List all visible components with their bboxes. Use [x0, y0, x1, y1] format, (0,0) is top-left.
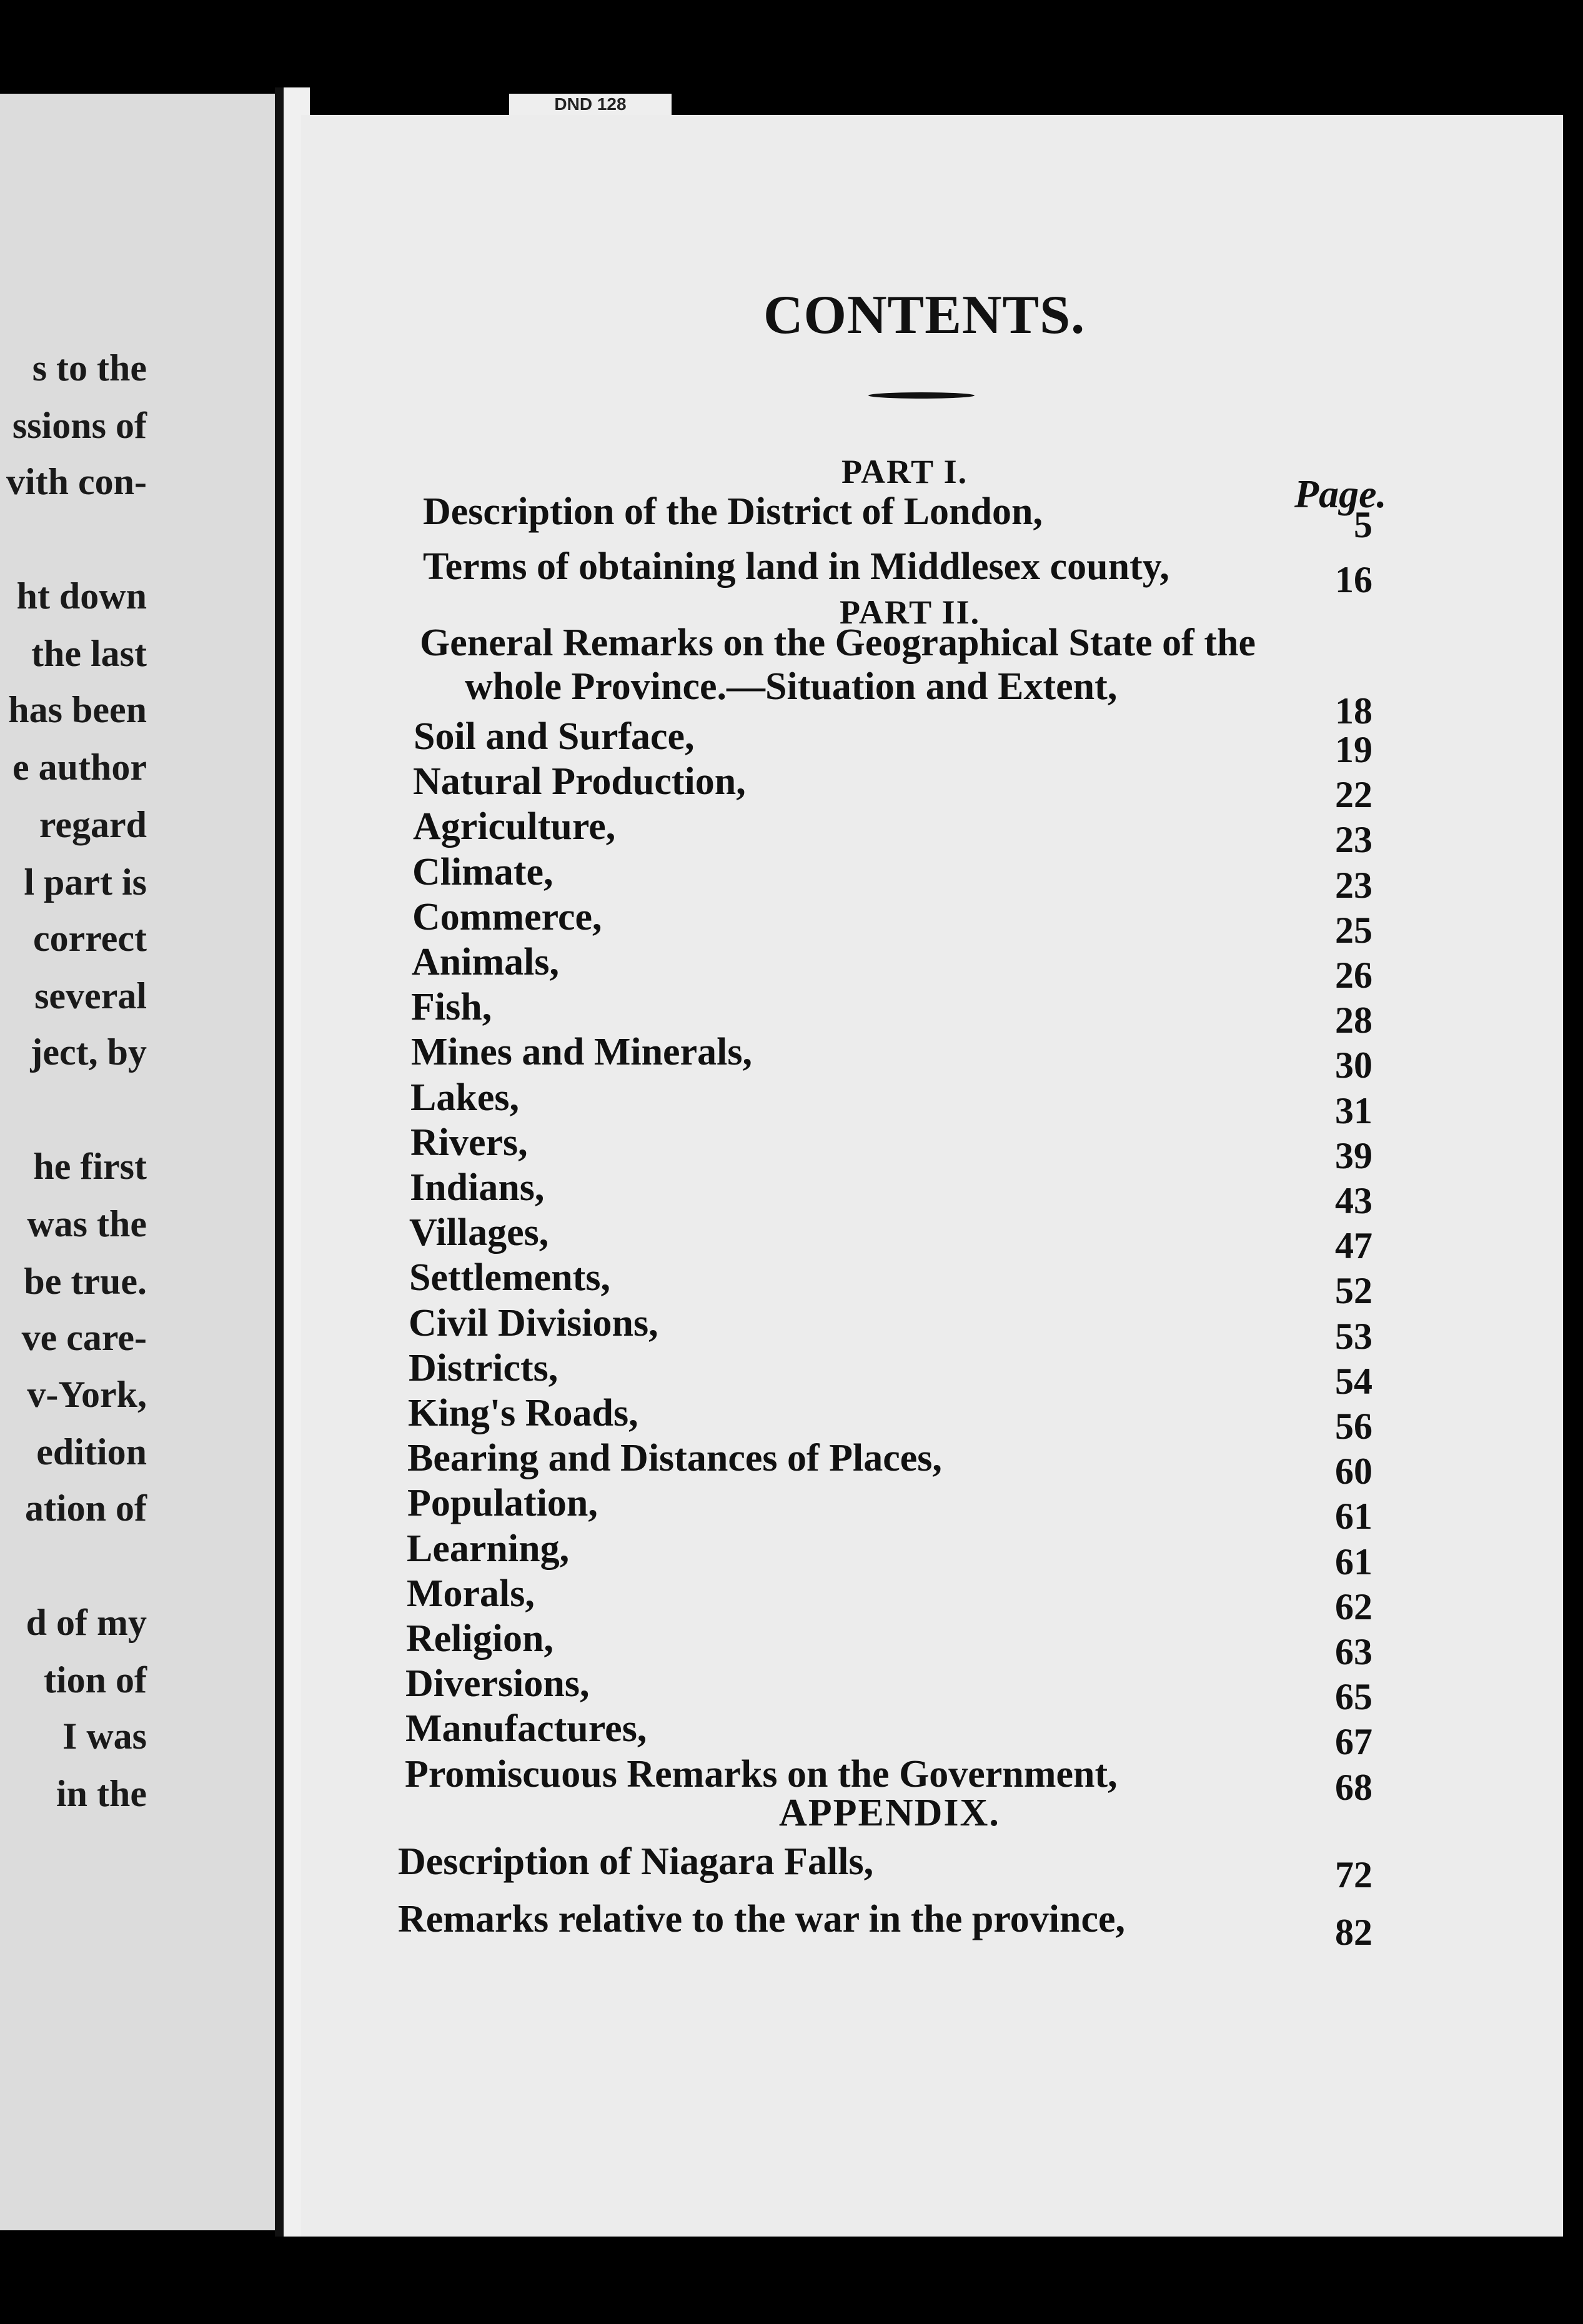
- toc-page-number: 53: [1335, 1316, 1372, 1357]
- contents-page: [301, 115, 1563, 2237]
- toc-entry-part2-0: [414, 715, 695, 759]
- left-page-line-8: l part is: [24, 862, 147, 903]
- left-page-line-17: edition: [36, 1431, 147, 1472]
- toc-entry-part2-17: [407, 1481, 598, 1526]
- toc-entry-part2-13-label: Civil Divisions,: [409, 1302, 658, 1344]
- toc-entry-appendix-0: [398, 1840, 873, 1884]
- left-page-line-1: ssions of: [12, 405, 147, 446]
- left-page-line-12: he first: [33, 1146, 147, 1187]
- toc-entry-part2-8-label: Lakes,: [410, 1076, 519, 1119]
- left-page-line-22: in the: [56, 1773, 147, 1814]
- toc-entry-part2-2: [413, 805, 615, 849]
- toc-entry-part2-21: [405, 1662, 590, 1706]
- toc-entry-part2-23: [405, 1752, 1118, 1797]
- toc-page-number: 47: [1335, 1225, 1372, 1266]
- toc-page-number: 65: [1335, 1676, 1372, 1717]
- toc-entry-part2-12: [409, 1256, 610, 1300]
- toc-entry-part2-16: [407, 1436, 942, 1481]
- toc-entry-part2-14-label: Districts,: [409, 1347, 558, 1389]
- toc-entry-part2-13: [409, 1301, 658, 1346]
- toc-page-number: 63: [1335, 1631, 1372, 1672]
- toc-page-number: 23: [1335, 865, 1372, 906]
- toc-page-number: 16: [1335, 559, 1372, 600]
- toc-entry-part2-18: [407, 1527, 569, 1571]
- toc-page-number: 67: [1335, 1721, 1372, 1762]
- toc-entry-part2-14: [409, 1346, 558, 1391]
- toc-page-number: 60: [1335, 1451, 1372, 1492]
- toc-entry-part2-5: [412, 940, 559, 985]
- page-column-label: Page.: [1294, 472, 1387, 516]
- toc-entry-part2-16-label: Bearing and Distances of Places,: [407, 1437, 942, 1479]
- toc-entry-part2-5-label: Animals,: [412, 941, 559, 983]
- left-page-line-14: be true.: [24, 1261, 147, 1302]
- toc-entry-part2-3-label: Climate,: [412, 851, 553, 893]
- page-title: CONTENTS.: [763, 285, 1086, 345]
- toc-entry-part2-19: [407, 1572, 535, 1616]
- left-page-line-0: s to the: [32, 347, 147, 389]
- toc-entry-part2-18-label: Learning,: [407, 1527, 570, 1570]
- toc-entry-part2-8: [410, 1076, 519, 1120]
- toc-entry-part2-intro-line1-label: General Remarks on the Geographical State of the: [420, 622, 1256, 664]
- left-page-line-2: vith con-: [6, 461, 147, 502]
- toc-page-number: 43: [1335, 1180, 1372, 1221]
- toc-entry-part2-0-label: Soil and Surface,: [414, 715, 695, 758]
- toc-entry-part2-20-label: Religion,: [406, 1617, 553, 1660]
- toc-page-number: 62: [1335, 1586, 1372, 1627]
- left-page-line-19: d of my: [26, 1602, 147, 1643]
- toc-entry-part2-4-label: Commerce,: [412, 896, 602, 938]
- toc-page-number: 82: [1335, 1912, 1372, 1953]
- toc-entry-part2-7: [411, 1030, 752, 1075]
- toc-entry-part2-22-label: Manufactures,: [405, 1707, 647, 1750]
- toc-entry-part2-9: [410, 1121, 528, 1165]
- toc-page-number: 22: [1335, 774, 1372, 815]
- left-page-line-3: ht down: [16, 575, 147, 617]
- toc-entry-part2-4: [412, 895, 602, 940]
- catalog-stamp: DND 128: [509, 94, 672, 115]
- toc-entry-part2-7-label: Mines and Minerals,: [411, 1031, 752, 1073]
- toc-page-number: 68: [1335, 1767, 1372, 1808]
- left-page-line-18: ation of: [25, 1487, 147, 1529]
- toc-page-number: 56: [1335, 1406, 1372, 1447]
- toc-entry-part1-1: [423, 545, 1169, 589]
- toc-entry-part2-23-label: Promiscuous Remarks on the Government,: [405, 1753, 1118, 1795]
- toc-entry-part2-11-label: Villages,: [409, 1211, 549, 1254]
- toc-page-number: 5: [1354, 504, 1372, 545]
- left-page-line-4: the last: [31, 633, 147, 674]
- toc-entry-part1-1-label: Terms of obtaining land in Middlesex county,: [423, 545, 1169, 588]
- toc-entry-part2-22: [405, 1707, 647, 1751]
- toc-page-number: 18: [1335, 690, 1372, 732]
- toc-page-number: 23: [1335, 819, 1372, 860]
- toc-page-number: 28: [1335, 1000, 1372, 1041]
- left-page-line-5: has been: [8, 689, 147, 730]
- toc-entry-part2-10: [410, 1166, 544, 1210]
- left-page-line-20: tion of: [44, 1659, 147, 1701]
- toc-page-number: 61: [1335, 1496, 1372, 1537]
- toc-page-number: 26: [1335, 955, 1372, 996]
- left-page-line-9: correct: [32, 918, 147, 959]
- toc-entry-part1-0-label: Description of the District of London,: [423, 490, 1043, 533]
- left-page-line-21: I was: [62, 1716, 147, 1757]
- toc-page-number: 31: [1335, 1090, 1372, 1131]
- toc-entry-part2-9-label: Rivers,: [410, 1121, 528, 1164]
- left-page: [0, 94, 275, 2230]
- left-page-line-16: v-York,: [27, 1374, 147, 1415]
- toc-entry-part2-intro-line2: [465, 665, 1117, 709]
- toc-entry-part2-10-label: Indians,: [410, 1166, 545, 1209]
- toc-entry-part2-17-label: Population,: [407, 1482, 598, 1524]
- title-ornament-rule: [868, 392, 975, 399]
- toc-entry-part2-intro-line1: [420, 621, 1256, 665]
- left-page-line-6: e author: [12, 747, 147, 788]
- left-page-line-15: ve care-: [21, 1317, 147, 1358]
- toc-page-number: 72: [1335, 1854, 1372, 1895]
- left-page-line-7: regard: [39, 804, 147, 845]
- toc-entry-part2-1-label: Natural Production,: [413, 760, 746, 803]
- toc-page-number: 19: [1335, 729, 1372, 770]
- toc-page-number: 25: [1335, 910, 1372, 951]
- toc-entry-part2-12-label: Settlements,: [409, 1256, 610, 1299]
- toc-entry-appendix-1-label: Remarks relative to the war in the province,: [398, 1898, 1126, 1940]
- toc-entry-part2-21-label: Diversions,: [405, 1662, 590, 1705]
- toc-entry-part2-1: [413, 760, 746, 804]
- left-page-line-10: several: [34, 975, 147, 1016]
- toc-entry-part2-2-label: Agriculture,: [413, 805, 616, 848]
- toc-entry-part2-15: [408, 1391, 638, 1436]
- toc-entry-part1-0: [423, 490, 1043, 534]
- toc-page-number: 61: [1335, 1541, 1372, 1582]
- toc-entry-appendix-0-label: Description of Niagara Falls,: [398, 1840, 874, 1883]
- part-2-heading: PART II.: [840, 593, 981, 631]
- toc-page-number: 39: [1335, 1135, 1372, 1176]
- toc-entry-appendix-1: [398, 1897, 1125, 1942]
- toc-entry-part2-19-label: Morals,: [407, 1572, 535, 1615]
- toc-entry-part2-15-label: King's Roads,: [408, 1392, 638, 1434]
- toc-entry-part2-11: [409, 1211, 548, 1255]
- toc-entry-part2-20: [406, 1617, 553, 1661]
- toc-entry-part2-3: [412, 850, 553, 895]
- appendix-heading: APPENDIX.: [779, 1792, 1000, 1834]
- toc-entry-part2-intro-line2-label: whole Province.—Situation and Extent,: [465, 665, 1118, 708]
- toc-entry-part2-6: [411, 985, 492, 1030]
- left-page-line-11: ject, by: [30, 1031, 147, 1073]
- toc-entry-part2-6-label: Fish,: [411, 986, 492, 1028]
- toc-page-number: 30: [1335, 1045, 1372, 1086]
- left-page-line-13: was the: [27, 1203, 147, 1244]
- toc-page-number: 54: [1335, 1361, 1372, 1402]
- toc-page-number: 52: [1335, 1270, 1372, 1311]
- part-1-heading: PART I.: [841, 453, 968, 490]
